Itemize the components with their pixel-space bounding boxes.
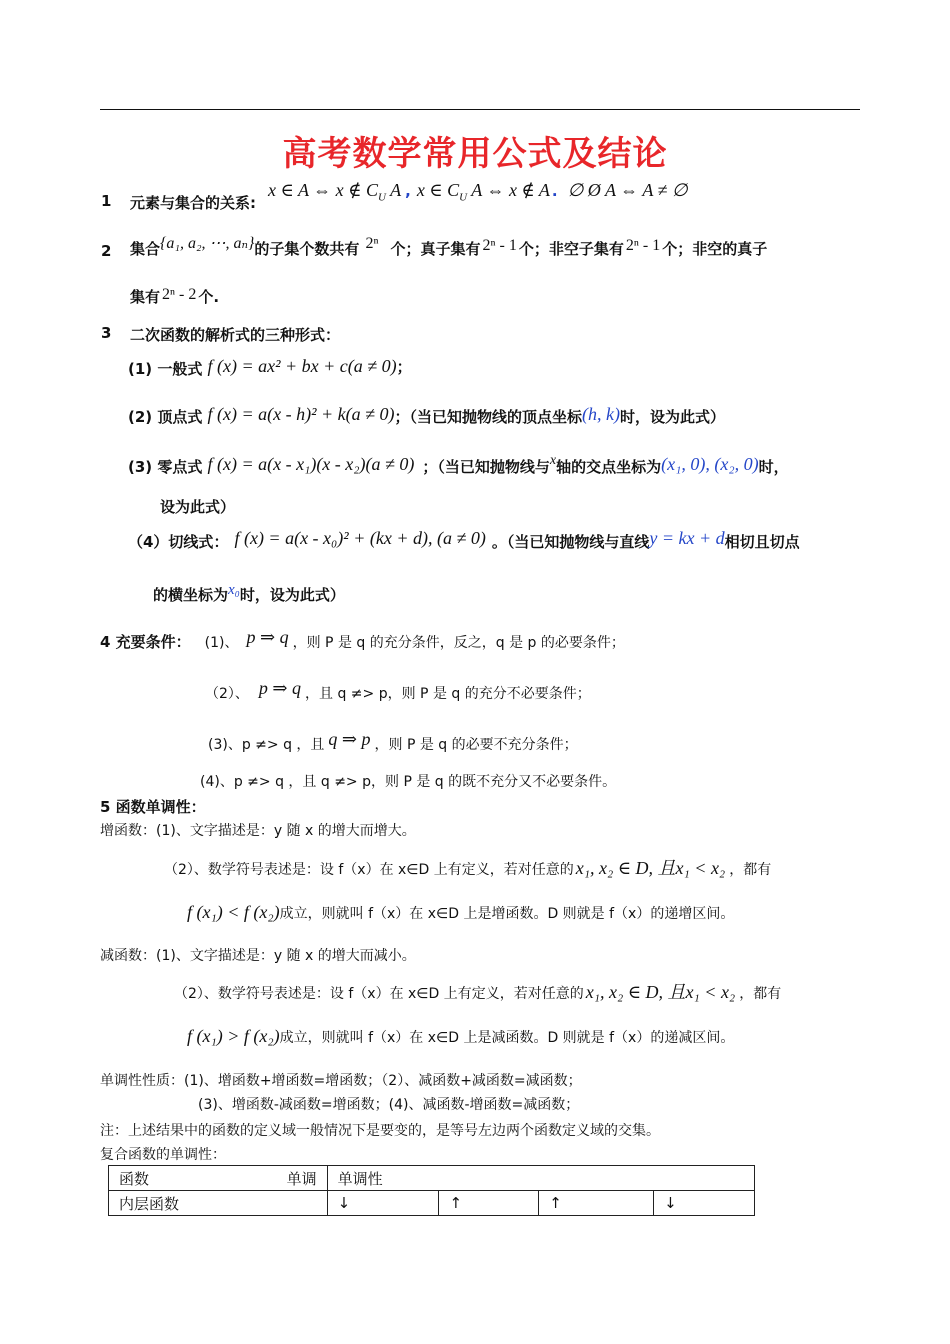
table-cell: 单调性 (327, 1166, 754, 1191)
s3-item-3-line-2: 设为此式） (160, 498, 236, 516)
s3-item-4: （4）切线式： f (x) = a(x - x₀)² + (kx + d), (a ≠ 0) 。（当已知抛物线与直线y = kx + d相切且切点 (128, 528, 800, 551)
s5-inc-1: 增函数：(1)、文字描述是：y 随 x 的增大而增大。 (100, 823, 416, 839)
s2-set: {a₁, a₂, ⋯, aₙ} (160, 235, 255, 252)
s3-general-form: f (x) = ax² + bx + c(a ≠ 0) (207, 356, 397, 376)
s4-cond-3: (3)、p ≠> q ，且 q ⇒ p ，则 P 是 q 的必要不充分条件； (208, 729, 578, 753)
s2-exp-4: 2ⁿ - 2 (162, 286, 197, 303)
table-cell: ↓ (654, 1191, 755, 1216)
s4-cond-2: （2）、 p ⇒ q ，且 q ≠> p，则 P 是 q 的充分不必要条件； (205, 678, 591, 702)
table-cell: ↓ (327, 1191, 439, 1216)
s3-tangent-line: y = kx + d (649, 528, 725, 548)
s2-line-1: 集合{a₁, a₂, ⋯, aₙ}的子集个数共有 2ⁿ 个；真子集有 2ⁿ - 1 个；非空子集有 2ⁿ - 1 个；非空的真子 (130, 235, 768, 258)
s4-heading: 4 充要条件： (100, 633, 191, 651)
s2-exp-3: 2ⁿ - 1 (625, 237, 661, 254)
s3-item-1: (1) 一般式 f (x) = ax² + bx + c(a ≠ 0)； (128, 356, 412, 378)
s3-item-4-line-2: 的横坐标为x₀时，设为此式） (153, 582, 345, 604)
s3-zero-form: f (x) = a(x - x₁)(x - x₂)(a ≠ 0) (207, 454, 415, 474)
s5-dec-3: f (x₁) > f (x₂)成立，则就叫 f（x）在 x∈D 上是减函数。D 则就是 f（x）的递减区间。 (187, 1026, 735, 1046)
s2-exp-2: 2ⁿ - 1 (482, 237, 517, 254)
table-cell: ↑ (539, 1191, 654, 1216)
composite-monotonicity-table (108, 1165, 755, 1216)
s5-property-1: 单调性性质：(1)、增函数+增函数=增函数；（2）、减函数+减函数=减函数； (100, 1073, 582, 1089)
s3-vertex-point: (h, k) (581, 404, 620, 424)
top-rule (100, 109, 860, 110)
s1-label: 元素与集合的关系: (130, 194, 256, 212)
s3-number: 3 (101, 324, 112, 342)
s5-composite-heading: 复合函数的单调性： (100, 1147, 226, 1163)
s5-heading: 5 函数单调性： (100, 798, 206, 816)
s3-zero-points: (x₁, 0), (x₂, 0) (661, 454, 759, 474)
s5-inc-3: f (x₁) < f (x₂)成立，则就叫 f（x）在 x∈D 上是增函数。D 则就是 f（x）的递增区间。 (187, 902, 735, 922)
table-cell: 函数 单调 (109, 1166, 328, 1191)
table-cell: 内层函数 (109, 1191, 328, 1216)
table-row (109, 1166, 755, 1191)
s5-dec-1: 减函数：(1)、文字描述是：y 随 x 的增大而减小。 (100, 948, 416, 964)
s4-cond-1: 4 充要条件： (1)、 p ⇒ q ，则 P 是 q 的充分条件，反之，q 是 p 的必要条件； (100, 627, 625, 651)
table-row (109, 1191, 755, 1216)
s2-exp-1: 2ⁿ (365, 235, 379, 252)
s2-number: 2 (101, 242, 112, 260)
table-cell: ↑ (439, 1191, 539, 1216)
s1-formula-1: x ∈ A ⇔ x ∉ C (268, 180, 378, 200)
s1-formulas: x ∈ A ⇔ x ∉ $C_U$ A , x ∈ $C_U$ A ⇔ x ∉ A . ∅ Ø A ⇔ A ≠ ∅ (268, 180, 688, 204)
s1-formula-3: ∅ Ø A ⇔ A ≠ ∅ (567, 180, 688, 200)
page-title: 高考数学常用公式及结论 (282, 134, 668, 174)
s1-formula-2: x ∈ C (416, 180, 460, 200)
s1-sep-1: , (405, 182, 411, 200)
s3-heading: 二次函数的解析式的三种形式： (130, 326, 341, 344)
s3-item-2: (2) 顶点式 f (x) = a(x - h)² + k(a ≠ 0)；（当已知抛物线的顶点坐标(h, k)时，设为此式） (128, 404, 725, 426)
s3-vertex-form: f (x) = a(x - h)² + k(a ≠ 0) (207, 404, 395, 424)
s1-sep-2: . (551, 182, 558, 200)
s4-cond-4: (4)、p ≠> q ，且 q ≠> p，则 P 是 q 的既不充分又不必要条件。 (200, 774, 617, 790)
s5-dec-2: （2）、数学符号表述是：设 f（x）在 x∈D 上有定义，若对任意的 x₁, x₂ ∈ D, 且x₁ < x₂ ，都有 (174, 982, 782, 1002)
s5-inc-2: （2）、数学符号表述是：设 f（x）在 x∈D 上有定义，若对任意的 x₁, x₂ ∈ D, 且x₁ < x₂ ，都有 (164, 858, 772, 878)
s5-property-2: (3)、增函数-减函数=增函数；(4)、减函数-增函数=减函数； (198, 1097, 580, 1113)
s3-tangent-form: f (x) = a(x - x₀)² + (kx + d), (a ≠ 0) (234, 528, 486, 548)
s5-note: 注：上述结果中的函数的定义域一般情况下是要变的，是等号左边两个函数定义域的交集。 (100, 1123, 660, 1139)
s1-number: 1 (101, 192, 112, 210)
s3-item-3: (3) 零点式 f (x) = a(x - x₁)(x - x₂)(a ≠ 0) ；（当已知抛物线与x轴的交点坐标为(x₁, 0), (x₂, 0)时， (128, 453, 789, 476)
s2-line-2: 集有 2ⁿ - 2 个. (130, 286, 220, 306)
